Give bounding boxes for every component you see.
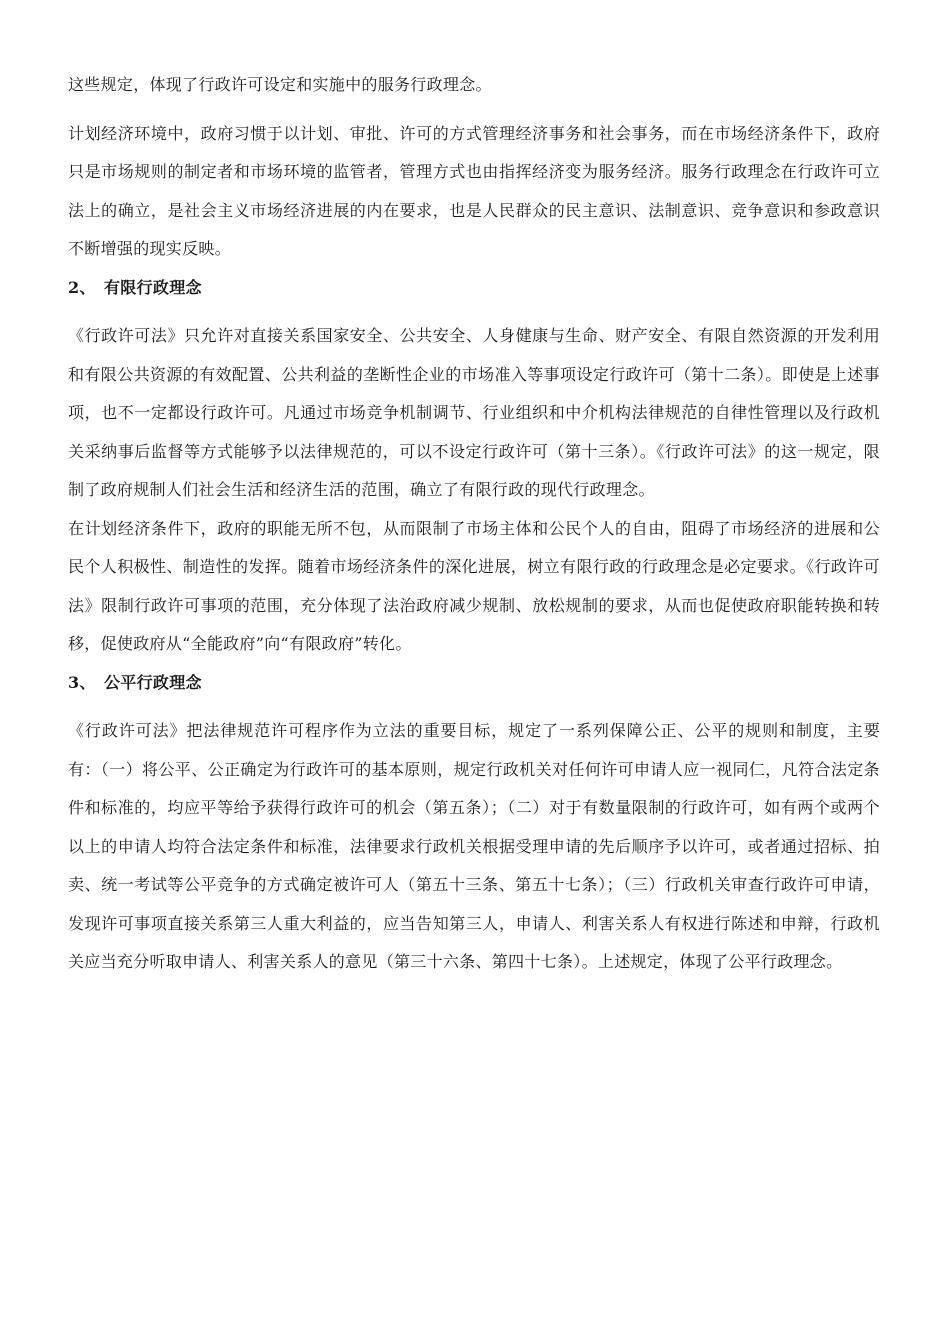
section-title: 公平行政理念 [104,672,202,692]
section-number: 3、 [68,672,96,692]
paragraph-fair-procedures: 《行政许可法》把法律规范许可程序作为立法的重要目标，规定了一系列保障公正、公平的规则和制度，主要有：（一）将公平、公正确定为行政许可的基本原则，规定行政机关对任何许可申请人应一视同仁，凡符合法定条件和标准的，均应平等给予获得行政许可的机会（第五条）；（二）对于有数量限制的行政许可，如有两个或两个以上的申请人均符合法定条件和标准，法律要求行政机关根据受理申请的先后顺序予以许可，或者通过招标、拍卖、统一考试等公平竞争的方式确定被许可人（第五十三条、第五十七条）；（三）行政机关审查行政许可申请，发现许可事项直接关系第三人重大利益的，应当告知第三人，申请人、利害关系人有权进行陈述和申辩，行政机关应当充分听取申请人、利害关系人的意见（第三十六条、第四十七条）。上述规定，体现了公平行政理念。 [68,721,880,971]
section-number: 2、 [68,277,96,297]
paragraph-limited-scope: 《行政许可法》只允许对直接关系国家安全、公共安全、人身健康与生命、财产安全、有限自然资源的开发利用和有限公共资源的有效配置、公共利益的垄断性企业的市场准入等事项设定行政许可（第十二条）。即使是上述事项，也不一定都设行政许可。凡通过市场竞争机制调节、行业组织和中介机构法律规范的自律性管理以及行政机关采纳事后监督等方式能够予以法律规范的，可以不设定行政许可（第十三条）。《行政许可法》的这一规定，限制了政府规制人们社会生活和经济生活的范围，确立了有限行政的现代行政理念。 [68,326,880,499]
section-heading-limited-administration [68,269,880,308]
paragraph-service-conclusion: 这些规定，体现了行政许可设定和实施中的服务行政理念。 [68,75,492,94]
paragraph-planned-economy: 计划经济环境中，政府习惯于以计划、审批、许可的方式管理经济事务和社会事务，而在市场经济条件下，政府只是市场规则的制定者和市场环境的监管者，管理方式也由指挥经济变为服务经济。服务行政理念在行政许可立法上的确立，是社会主义市场经济进展的内在要求，也是人民群众的民主意识、法制意识、竞争意识和参政意识不断增强的现实反映。 [68,123,880,258]
paragraph-limited-rationale: 在计划经济条件下，政府的职能无所不包，从而限制了市场主体和公民个人的自由，阻碍了市场经济的进展和公民个人积极性、制造性的发挥。随着市场经济条件的深化进展，树立有限行政的行政理念是必定要求。《行政许可法》限制行政许可事项的范围，充分体现了法治政府减少规制、放松规制的要求，从而也促使政府职能转换和转移，促使政府从“全能政府”向“有限政府”转化。 [68,518,880,653]
section-heading-fair-administration [68,664,880,703]
document-page [68,66,880,982]
section-title: 有限行政理念 [104,277,202,297]
